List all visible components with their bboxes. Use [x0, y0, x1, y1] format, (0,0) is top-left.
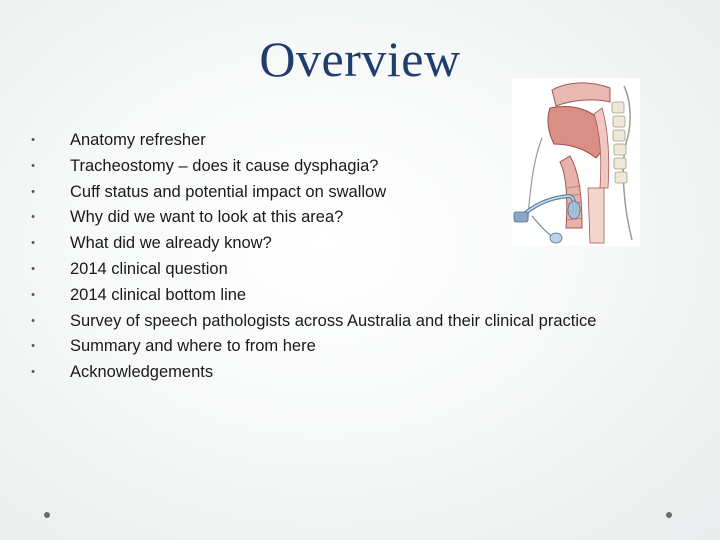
slide-title: Overview	[259, 31, 461, 87]
bullet-text: 2014 clinical bottom line	[70, 285, 247, 304]
bullet-dot-icon: •	[31, 314, 35, 327]
bullet-dot-icon: •	[31, 340, 35, 353]
bullet-dot-icon: •	[31, 211, 35, 224]
bullet-dot-icon: •	[31, 237, 35, 250]
bullet-text: Cuff status and potential impact on swallow	[70, 182, 387, 201]
bullet-text: Survey of speech pathologists across Australia and their clinical practice	[70, 311, 597, 330]
bullet-dot-icon: •	[31, 134, 35, 146]
bullet-text: Anatomy refresher	[70, 131, 206, 149]
bullet-text: Summary and where to from here	[70, 337, 316, 356]
bullet-text: What did we already know?	[70, 234, 272, 253]
bullet-dot-icon: •	[31, 262, 35, 275]
bullet-dot-icon: •	[31, 185, 35, 198]
bullet-dot-icon: •	[31, 159, 35, 172]
bullet-dot-icon: •	[31, 366, 35, 379]
bullet-text: 2014 clinical question	[70, 259, 228, 278]
bullet-text: Tracheostomy – does it cause dysphagia?	[70, 156, 379, 175]
corner-dot-icon	[666, 512, 672, 518]
bullet-text: Why did we want to look at this area?	[70, 208, 344, 227]
throat-tracheostomy-anatomy-icon	[512, 78, 640, 246]
bullet-dot-icon: •	[31, 288, 35, 301]
bullet-text: Acknowledgements	[70, 363, 214, 382]
corner-dot-icon	[44, 512, 50, 518]
